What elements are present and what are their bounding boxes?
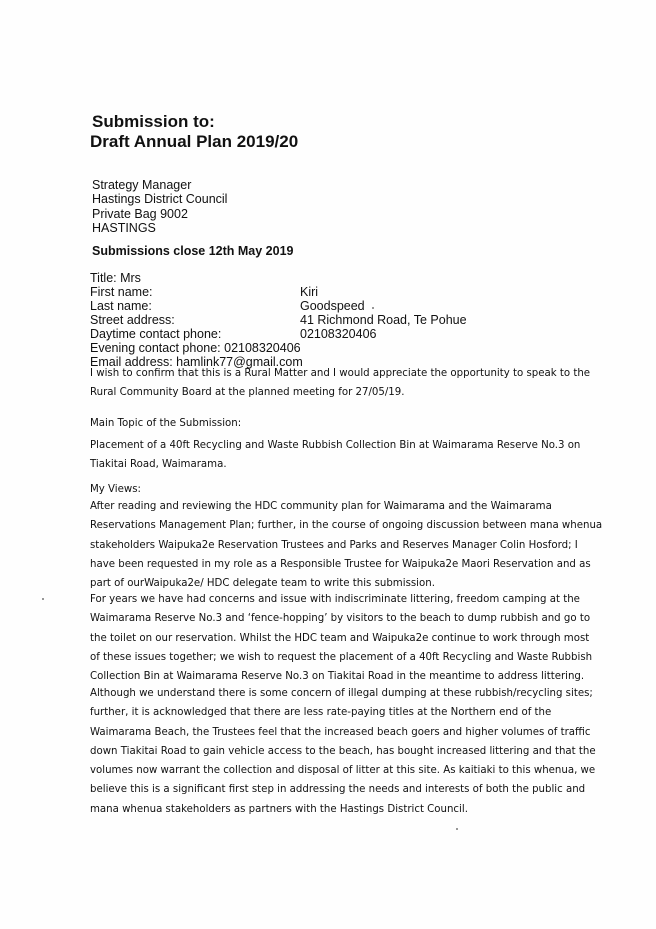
last-name-value: Goodspeed xyxy=(300,299,365,313)
paragraph-line: mana whenua stakeholders as partners with the Hastings District Council. xyxy=(90,803,468,815)
paragraph-line: For years we have had concerns and issue with indiscriminate littering, freedom camping at the xyxy=(90,594,580,605)
scan-speck xyxy=(42,598,44,600)
views-paragraph-2 xyxy=(90,590,593,686)
views-heading: My Views: xyxy=(90,484,141,495)
paragraph-line: After reading and reviewing the HDC community plan for Waimarama and the Waimarama xyxy=(90,501,552,512)
paragraph-line: Rural Community Board at the planned meeting for 27/05/19. xyxy=(90,387,405,399)
address-line: Hastings District Council xyxy=(92,192,228,207)
doc-title-line2: Draft Annual Plan 2019/20 xyxy=(90,132,299,151)
deadline-notice: Submissions close 12th May 2019 xyxy=(92,244,294,258)
evening-phone-field: Evening contact phone: 02108320406 xyxy=(90,341,301,355)
street-address-value: 41 Richmond Road, Te Pohue xyxy=(300,313,467,327)
paragraph-line: further, it is acknowledged that there are less rate-paying titles at the Northern end of the xyxy=(90,707,552,719)
main-topic-heading: Main Topic of the Submission: xyxy=(90,418,242,429)
rural-matter-paragraph xyxy=(90,364,591,403)
daytime-phone-value: 02108320406 xyxy=(300,327,377,341)
scan-speck xyxy=(456,828,458,830)
views-paragraph-1 xyxy=(90,497,603,593)
street-address-label: Street address: xyxy=(90,313,175,327)
first-name-label: First name: xyxy=(90,285,153,299)
paragraph-line: have been requested in my role as a Responsible Trustee for Waipuka2e Maori Reservation and as xyxy=(90,558,591,570)
paragraph-line: Reservations Management Plan; further, in the course of ongoing discussion between mana whenua xyxy=(90,520,603,532)
paragraph-line: believe this is a significant first step in addressing the needs and interests of both the public and xyxy=(90,784,586,796)
paragraph-line: Tiakitai Road, Waimarama. xyxy=(90,459,227,471)
paragraph-line: Waimarama Reserve No.3 and ‘fence-hopping’ by visitors to the beach to dump rubbish and go to xyxy=(90,613,591,625)
paragraph-line: down Tiakitai Road to gain vehicle access to the beach, has bought increased littering and that the xyxy=(90,745,596,757)
paragraph-line: Collection Bin at Waimarama Reserve No.3 on Tiakitai Road in the meantime to address littering. xyxy=(90,671,585,683)
paragraph-line: volumes now warrant the collection and disposal of litter at this site. As kaitiaki to this whenua, we xyxy=(90,765,596,777)
recipient-address xyxy=(92,178,227,235)
last-name-label: Last name: xyxy=(90,299,152,313)
paragraph-line: Although we understand there is some concern of illegal dumping at these rubbish/recycling sites; xyxy=(90,688,593,699)
address-line: Strategy Manager xyxy=(92,178,192,192)
address-line: HASTINGS xyxy=(92,220,156,235)
paragraph-line: the toilet on our reservation. Whilst the HDC team and Waipuka2e continue to work through most xyxy=(90,632,590,644)
paragraph-line: stakeholders Waipuka2e Reservation Trustees and Parks and Reserves Manager Colin Hosford; I xyxy=(90,539,578,551)
views-paragraph-3 xyxy=(90,684,596,819)
doc-title-line1: Submission to: xyxy=(92,112,215,131)
main-topic-paragraph xyxy=(90,436,581,475)
email-field: Email address: hamlink77@gmail.com xyxy=(90,355,303,369)
first-name-value: Kiri xyxy=(300,285,319,299)
paragraph-line: Placement of a 40ft Recycling and Waste Rubbish Collection Bin at Waimarama Reserve No.3 on xyxy=(90,440,581,451)
paragraph-line: Waimarama Beach, the Trustees feel that the increased beach goers and higher volumes of traffic xyxy=(90,726,591,738)
daytime-phone-label: Daytime contact phone: xyxy=(90,327,222,341)
paragraph-line: of these issues together; we wish to request the placement of a 40ft Recycling and Waste Rubbish xyxy=(90,651,593,663)
paragraph-line: part of ourWaipuka2e/ HDC delegate team to write this submission. xyxy=(90,578,435,590)
title-field: Title: Mrs xyxy=(90,271,141,285)
scan-speck xyxy=(372,307,374,309)
paragraph-line: I wish to confirm that this is a Rural Matter and I would appreciate the opportunity to speak to the xyxy=(90,368,591,379)
address-line: Private Bag 9002 xyxy=(92,206,188,221)
